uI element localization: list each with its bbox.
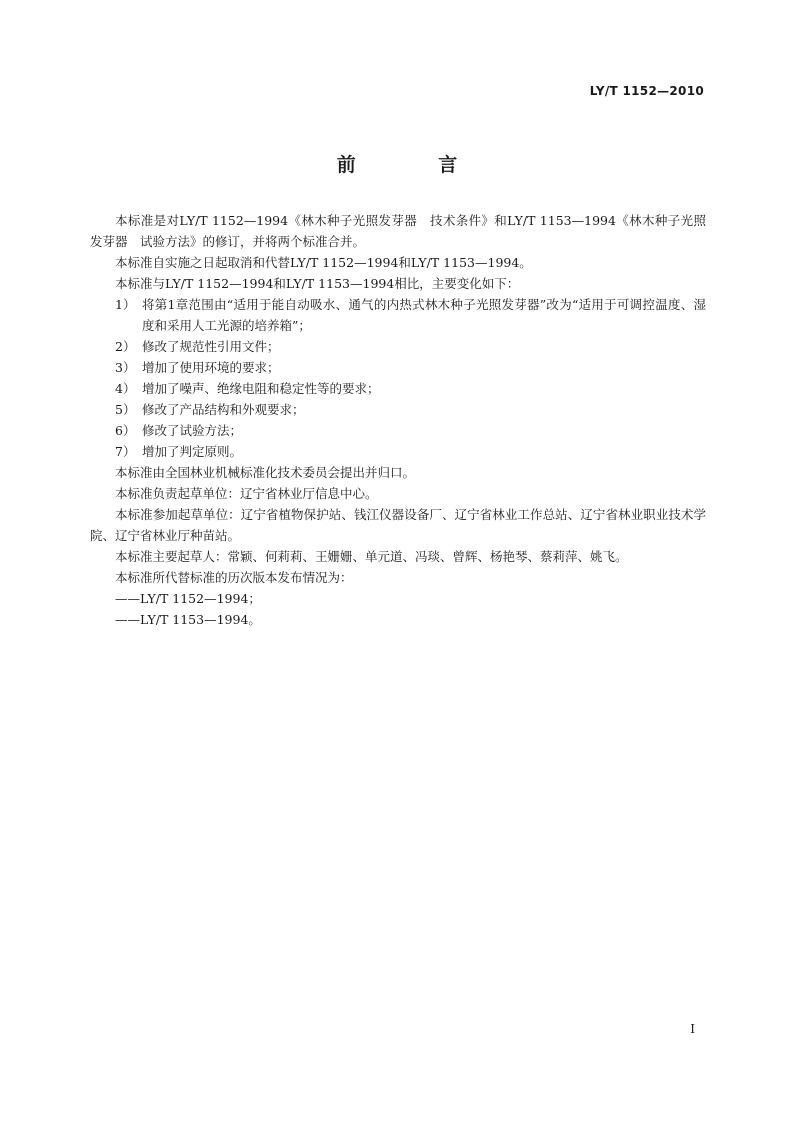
- paragraph: 本标准所代替标准的历次版本发布情况为：: [115, 570, 353, 585]
- replaced-version-item: ——LY/T 1153—1994。: [115, 612, 261, 627]
- list-item-number: 6）: [115, 423, 136, 438]
- list-item-text: 修改了规范性引用文件；: [142, 339, 280, 354]
- replaced-version-item: ——LY/T 1152—1994；: [115, 591, 261, 606]
- list-item: [90, 378, 706, 399]
- paragraph: 本标准与LY/T 1152—1994和LY/T 1153—1994相比，主要变化如下：: [115, 276, 520, 291]
- list-item: [90, 441, 706, 462]
- list-item-text: 增加了噪声、绝缘电阻和稳定性等的要求；: [142, 381, 380, 396]
- paragraph: 本标准是对LY/T 1152—1994《林木种子光照发芽器 技术条件》和LY/T 1153—1994《林木种子光照发芽器 试验方法》的修订，并将两个标准合并。: [90, 213, 706, 249]
- list-item-text: 将第1章范围由“适用于能自动吸水、通气的内热式林木种子光照发芽器”改为“适用于可调控温度、湿度和采用人工光源的培养箱”；: [142, 297, 706, 333]
- list-item-number: 1）: [115, 297, 136, 312]
- page-title: 前 言: [336, 154, 496, 176]
- list-item: [90, 294, 706, 336]
- list-item-text: 修改了试验方法；: [142, 423, 243, 438]
- list-item-number: 2）: [115, 339, 136, 354]
- list-item-number: 4）: [115, 381, 136, 396]
- changes-list: [90, 294, 706, 462]
- list-item-text: 修改了产品结构和外观要求；: [142, 402, 305, 417]
- paragraph: 本标准由全国林业机械标准化技术委员会提出并归口。: [115, 465, 416, 480]
- list-item-number: 5）: [115, 402, 136, 417]
- list-item: [90, 357, 706, 378]
- list-item-text: 增加了判定原则。: [142, 444, 243, 459]
- paragraph: 本标准参加起草单位：辽宁省植物保护站、钱江仪器设备厂、辽宁省林业工作总站、辽宁省林业职业技术学院、辽宁省林业厅种苗站。: [90, 507, 706, 543]
- list-item: [90, 336, 706, 357]
- list-item-text: 增加了使用环境的要求；: [142, 360, 280, 375]
- paragraph: 本标准负责起草单位：辽宁省林业厅信息中心。: [115, 486, 378, 501]
- standard-code: LY/T 1152—2010: [589, 84, 704, 98]
- paragraph: 本标准自实施之日起取消和代替LY/T 1152—1994和LY/T 1153—1994。: [115, 255, 532, 270]
- page-number: I: [690, 1022, 695, 1036]
- list-item-number: 7）: [115, 444, 136, 459]
- foreword-body: [90, 210, 706, 630]
- list-item-number: 3）: [115, 360, 136, 375]
- list-item: [90, 420, 706, 441]
- list-item: [90, 399, 706, 420]
- paragraph: 本标准主要起草人：常颖、何莉莉、王姗姗、单元道、冯琰、曾辉、杨艳琴、蔡莉萍、姚飞。: [115, 549, 628, 564]
